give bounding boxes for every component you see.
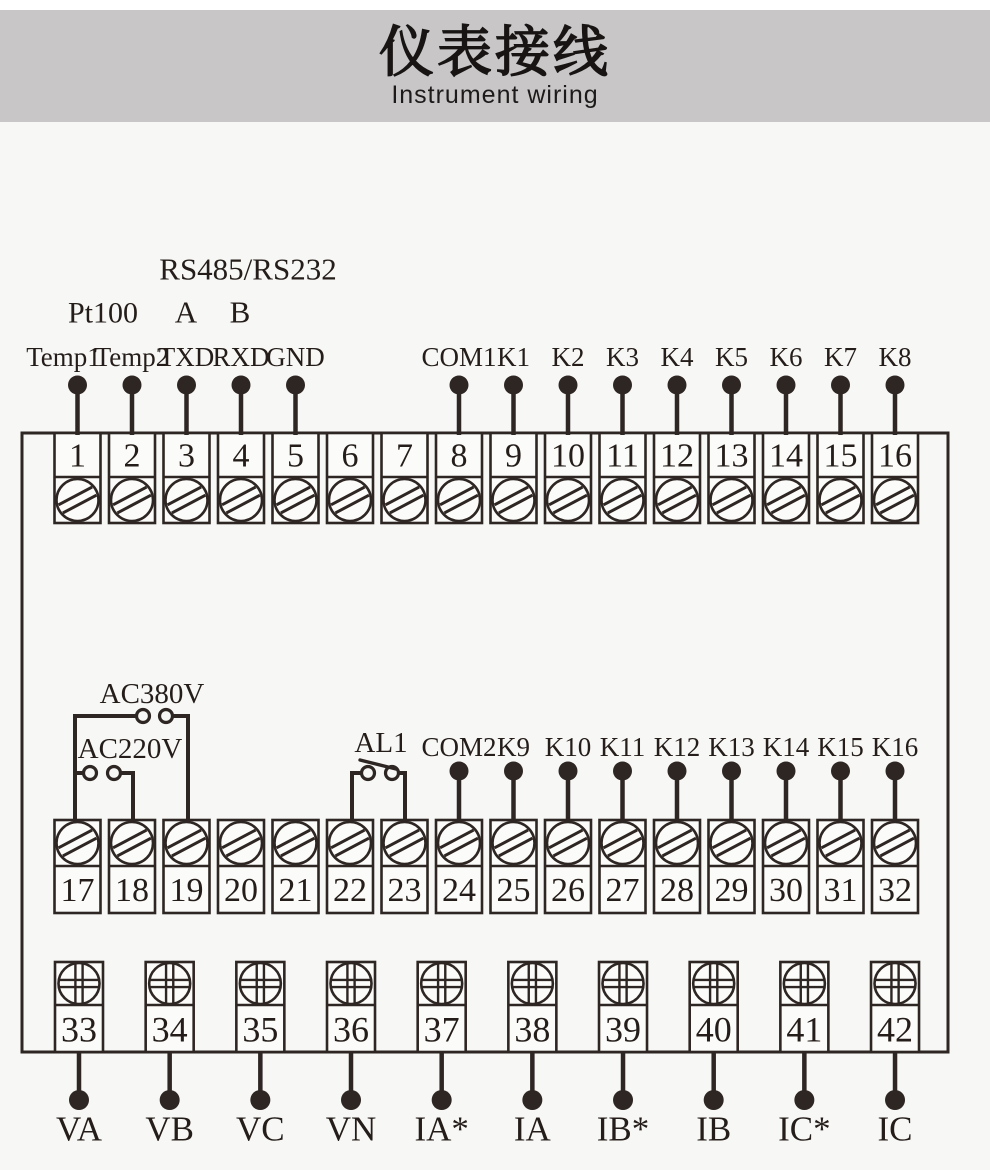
terminal-number-17: 17 xyxy=(60,872,95,909)
terminal-number-41: 41 xyxy=(786,1009,823,1050)
terminal-number-32: 32 xyxy=(878,872,912,909)
terminal-number-29: 29 xyxy=(714,872,749,909)
pin-dot-VB xyxy=(160,1090,180,1110)
pin-label-K10: K10 xyxy=(544,732,592,762)
terminal-number-30: 30 xyxy=(769,872,803,909)
pin-label-VN: VN xyxy=(325,1109,377,1149)
annotation-pt100-label: Pt100 xyxy=(67,296,139,330)
pin-label-GND: GND xyxy=(266,342,325,372)
terminal-number-20: 20 xyxy=(224,872,258,909)
pin-dot-VA xyxy=(69,1090,89,1110)
pin-label-IB-star: IB* xyxy=(596,1109,650,1149)
pin-label-TXD: TXD xyxy=(158,342,215,372)
pin-label-Temp1: Temp1 xyxy=(26,342,101,372)
terminal-number-36: 36 xyxy=(333,1009,370,1050)
terminal-number-22: 22 xyxy=(333,872,367,909)
ac220v-contacts xyxy=(84,767,97,780)
pin-dot-K12 xyxy=(668,762,687,781)
terminal-number-37: 37 xyxy=(423,1009,460,1050)
terminal-number-2: 2 xyxy=(123,437,141,475)
pin-label-IC-star: IC* xyxy=(778,1109,831,1149)
pin-dot-COM1 xyxy=(450,376,469,395)
pin-dot-VN xyxy=(341,1090,361,1110)
terminal-number-12: 12 xyxy=(660,437,694,475)
terminal-number-11: 11 xyxy=(606,437,639,475)
terminal-number-15: 15 xyxy=(823,437,858,475)
pin-dot-Temp1 xyxy=(68,376,87,395)
terminal-number-39: 39 xyxy=(605,1009,642,1050)
terminal-number-14: 14 xyxy=(769,437,803,475)
pin-label-IB: IB xyxy=(696,1109,732,1149)
terminal-number-7: 7 xyxy=(396,437,413,475)
pin-dot-K11 xyxy=(613,762,632,781)
terminal-number-40: 40 xyxy=(695,1009,732,1050)
pin-dot-K16 xyxy=(886,762,905,781)
pin-label-K11: K11 xyxy=(599,732,646,762)
pin-dot-GND xyxy=(286,376,305,395)
pin-dot-IA* xyxy=(432,1090,452,1110)
pin-label-Temp2: Temp2 xyxy=(94,342,170,372)
pin-label-K14: K14 xyxy=(762,732,810,762)
pin-dot-K9 xyxy=(504,762,523,781)
pin-label-K7: K7 xyxy=(824,342,857,372)
pin-dot-K10 xyxy=(559,762,578,781)
pin-label-IA: IA xyxy=(513,1109,551,1149)
pin-dot-K13 xyxy=(722,762,741,781)
pin-dot-Temp2 xyxy=(123,376,142,395)
pin-label-K12: K12 xyxy=(653,732,701,762)
annotation-ac220v-label: AC220V xyxy=(77,733,183,765)
pin-dot-K8 xyxy=(886,376,905,395)
pin-dot-IC* xyxy=(794,1090,814,1110)
page-title: 仪表接线 xyxy=(378,21,611,84)
terminal-number-6: 6 xyxy=(341,437,359,475)
terminal-number-35: 35 xyxy=(242,1009,279,1050)
pin-label-K2: K2 xyxy=(551,342,585,372)
terminal-number-8: 8 xyxy=(450,437,468,475)
annotation-al1-label: AL1 xyxy=(354,727,408,759)
pin-dot-IB xyxy=(704,1090,724,1110)
terminal-number-18: 18 xyxy=(115,872,149,909)
terminal-number-9: 9 xyxy=(505,437,522,475)
wire-terminal22-al1 xyxy=(352,773,361,821)
pin-dot-K2 xyxy=(559,376,578,395)
terminal-number-13: 13 xyxy=(714,437,749,475)
pin-label-VB: VB xyxy=(145,1109,194,1149)
terminal-number-10: 10 xyxy=(551,437,585,475)
wire-al1-terminal23 xyxy=(399,773,405,821)
terminal-number-16: 16 xyxy=(878,437,912,475)
pin-label-K9: K9 xyxy=(497,732,530,762)
pin-label-COM2: COM2 xyxy=(421,732,497,762)
al1-contacts xyxy=(362,767,375,780)
pin-dot-TXD xyxy=(177,376,196,395)
pin-label-IC: IC xyxy=(877,1109,913,1149)
pin-dot-K15 xyxy=(831,762,850,781)
annotation-rs485-b-label: B xyxy=(229,294,251,330)
pin-dot-RXD xyxy=(232,376,251,395)
ac380v-contacts xyxy=(137,710,150,723)
terminal-number-3: 3 xyxy=(178,437,195,475)
pin-dot-K3 xyxy=(613,376,632,395)
terminal-number-31: 31 xyxy=(823,872,858,909)
annotation-ac380v-label: AC380V xyxy=(99,678,205,710)
terminal-number-42: 42 xyxy=(877,1009,914,1050)
pin-dot-K7 xyxy=(831,376,850,395)
pin-label-K1: K1 xyxy=(497,342,530,372)
pin-label-K8: K8 xyxy=(878,342,912,372)
terminal-number-26: 26 xyxy=(551,872,585,909)
terminal-number-25: 25 xyxy=(496,872,531,909)
wire-ac380v-terminal19 xyxy=(173,716,188,821)
wire-ac220v-terminal18 xyxy=(121,773,133,821)
pin-dot-K14 xyxy=(777,762,796,781)
terminal-number-38: 38 xyxy=(514,1009,551,1050)
pin-label-K16: K16 xyxy=(871,732,919,762)
terminal-number-21: 21 xyxy=(278,872,313,909)
pin-dot-K1 xyxy=(504,376,523,395)
pin-dot-VC xyxy=(250,1090,270,1110)
pin-dot-IA xyxy=(522,1090,542,1110)
terminal-number-33: 33 xyxy=(61,1009,97,1050)
page-subtitle: Instrument wiring xyxy=(391,80,599,109)
pin-label-RXD: RXD xyxy=(212,342,270,372)
terminal-number-24: 24 xyxy=(442,872,476,909)
pin-label-VA: VA xyxy=(55,1109,103,1149)
pin-label-K5: K5 xyxy=(715,342,748,372)
pin-dot-K5 xyxy=(722,376,741,395)
terminal-number-4: 4 xyxy=(232,437,250,475)
pin-dot-K6 xyxy=(777,376,796,395)
terminal-number-5: 5 xyxy=(287,437,304,475)
terminal-number-28: 28 xyxy=(660,872,694,909)
annotation-rs485-a-label: A xyxy=(174,294,198,330)
terminal-number-1: 1 xyxy=(69,437,86,475)
pin-dot-IB* xyxy=(613,1090,633,1110)
pin-dot-K4 xyxy=(668,376,687,395)
pin-label-K3: K3 xyxy=(606,342,639,372)
pin-label-K4: K4 xyxy=(660,342,694,372)
terminal-number-19: 19 xyxy=(169,872,204,909)
terminal-number-27: 27 xyxy=(605,872,640,909)
pin-dot-IC xyxy=(885,1090,905,1110)
ac380v-contacts xyxy=(160,710,173,723)
pin-label-COM1: COM1 xyxy=(421,342,497,372)
terminal-number-34: 34 xyxy=(151,1009,188,1050)
pin-label-K13: K13 xyxy=(708,732,755,762)
terminal-number-23: 23 xyxy=(387,872,422,909)
pin-dot-COM2 xyxy=(450,762,469,781)
pin-label-K15: K15 xyxy=(817,732,864,762)
pin-label-K6: K6 xyxy=(769,342,803,372)
ac220v-contacts xyxy=(108,767,121,780)
pin-label-IA-star: IA* xyxy=(414,1109,469,1149)
annotation-rs485-rs232-label: RS485/RS232 xyxy=(159,251,337,287)
pin-label-VC: VC xyxy=(236,1109,285,1149)
